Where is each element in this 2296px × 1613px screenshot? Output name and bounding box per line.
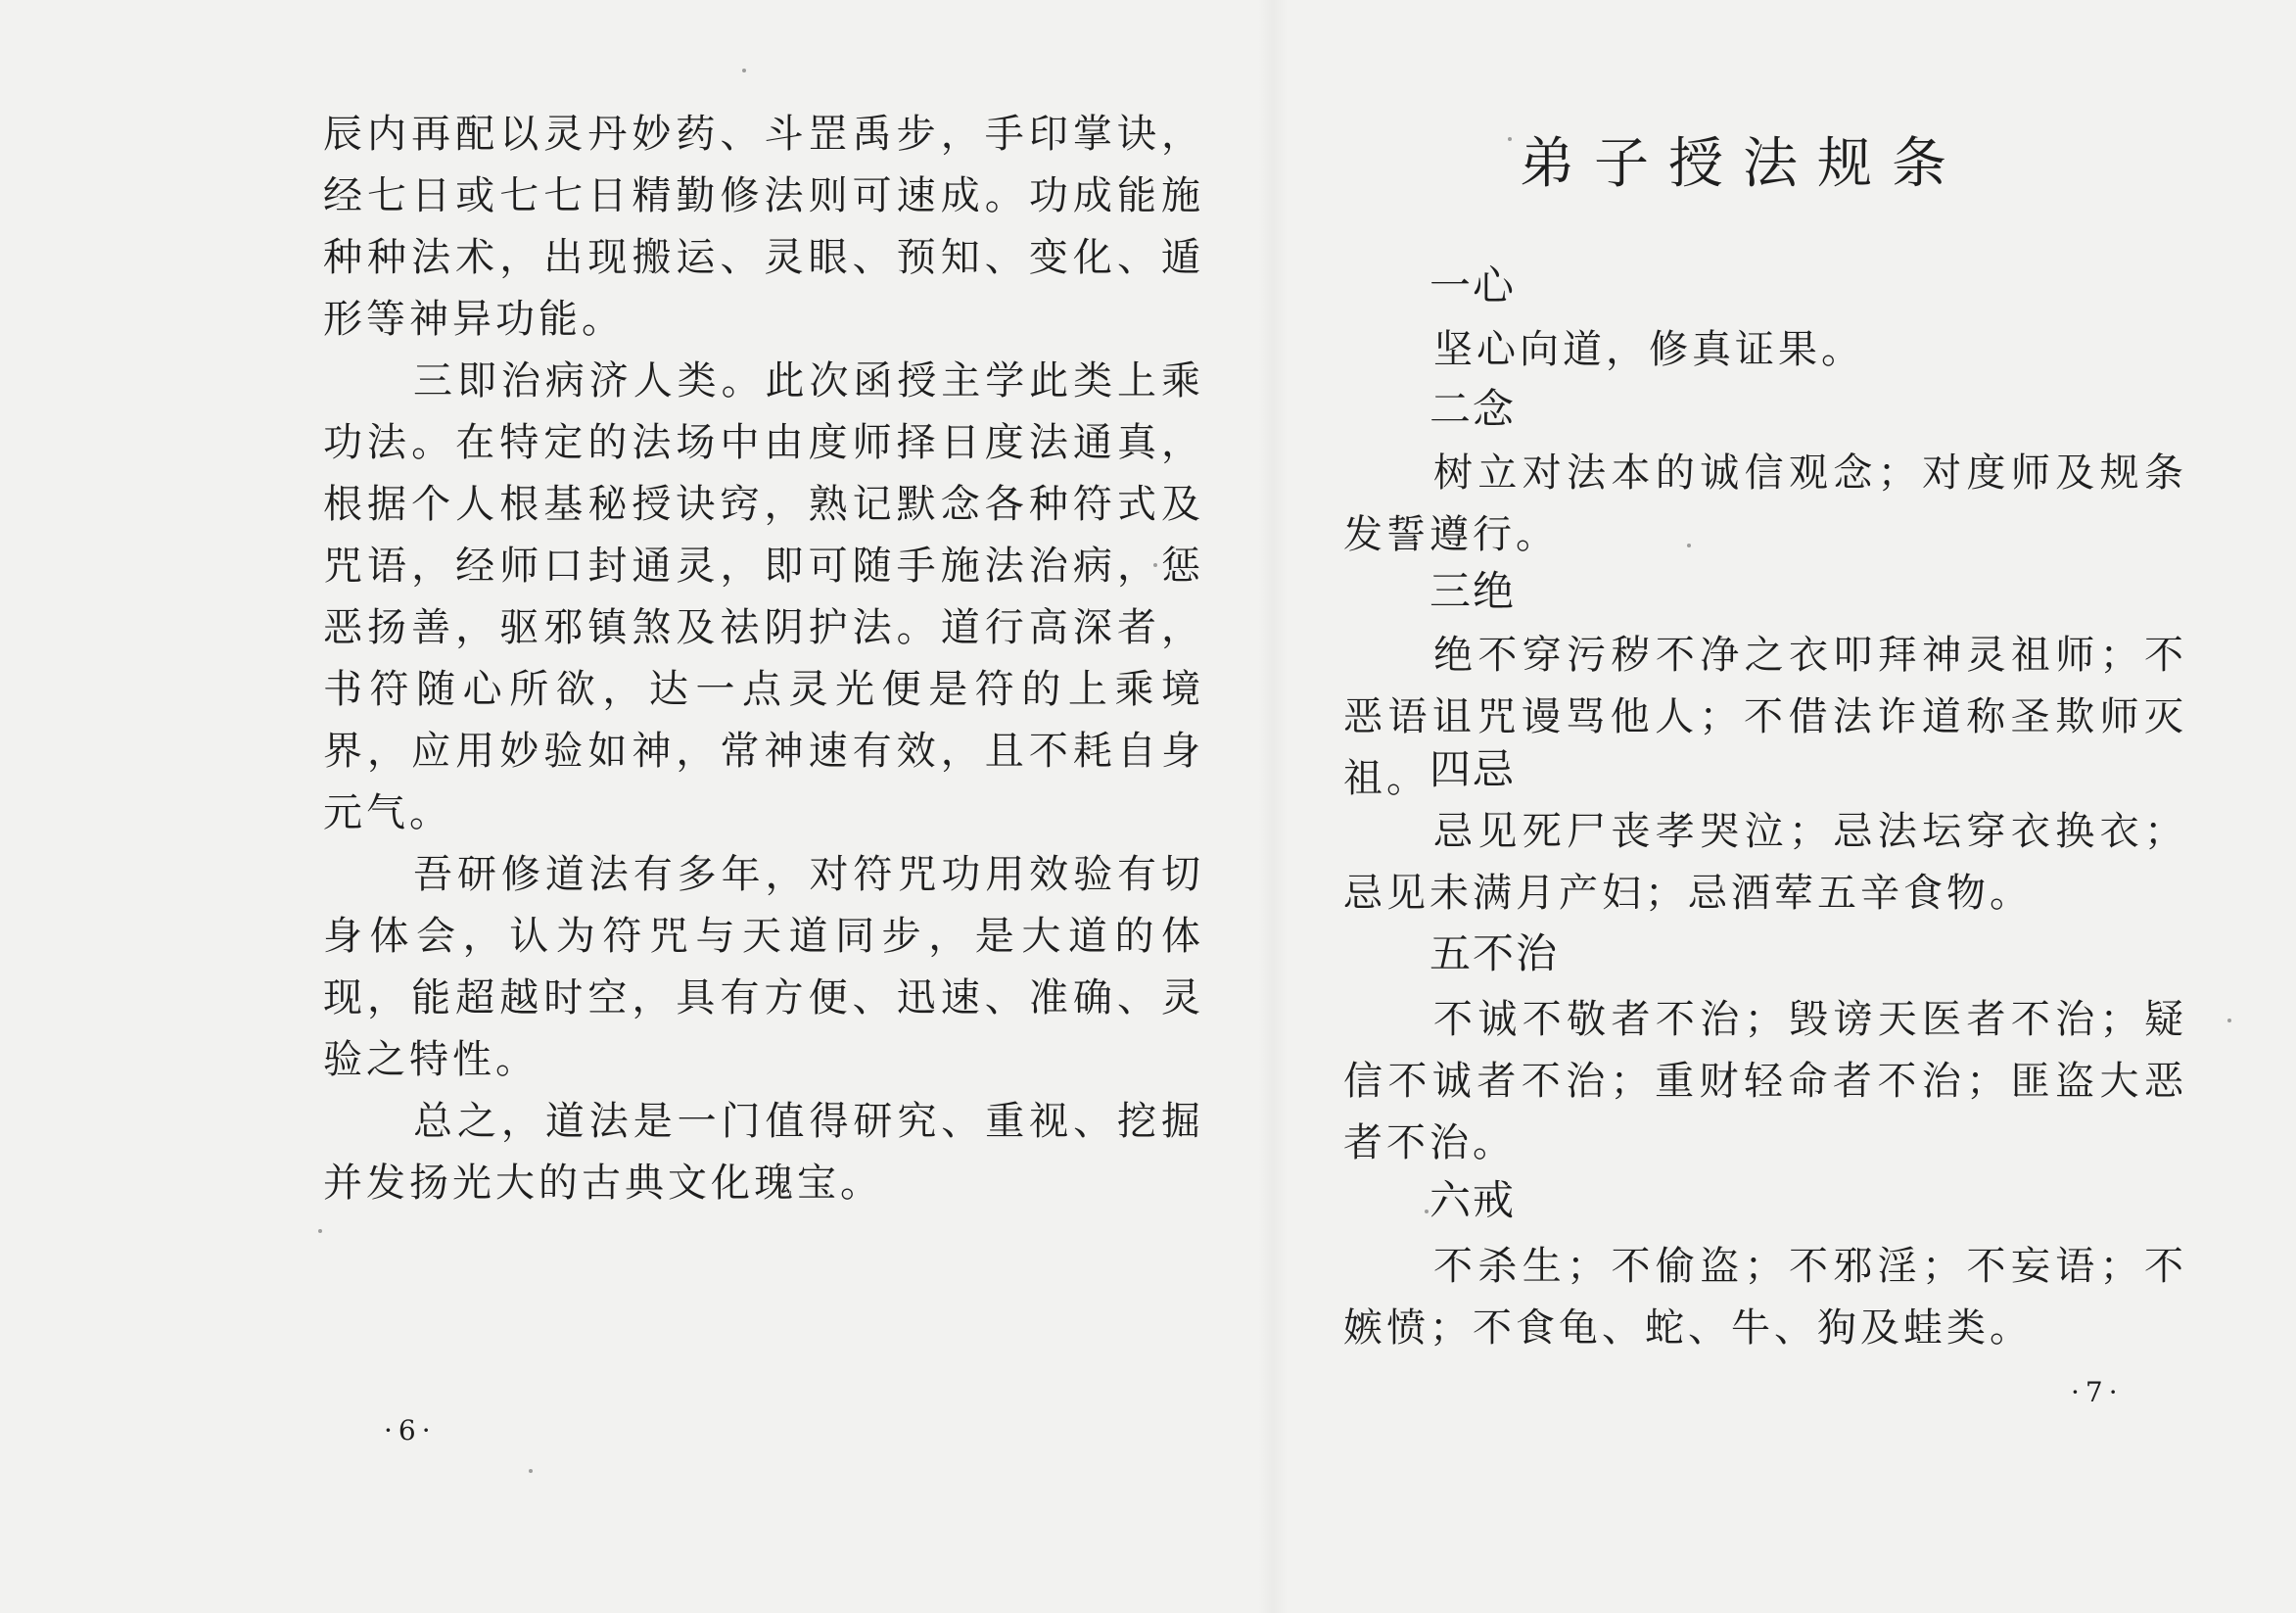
scan-speck — [1687, 544, 1691, 547]
scan-speck — [2227, 1019, 2231, 1022]
left-paragraph-2: 三即治病济人类。此次函授主学此类上乘功法。在特定的法场中由度师择日度法通真，根据个人根基秘授诀窍，熟记默念各种符式及咒语，经师口封通灵，即可随手施法治病，惩恶扬善，驱邪镇煞及祛阴护法。道行高深者，书符随心所欲，达一点灵光便是符的上乘境界，应用妙验如神，常神速有效，且不耗自身元气。 — [323, 358, 1204, 835]
left-page-number: ·6· — [384, 1414, 437, 1447]
scan-speck — [1153, 563, 1157, 567]
left-paragraph-3: 吾研修道法有多年，对符咒功用效验有切身体会，认为符咒与天道同步，是大道的体现，能超越时空，具有方便、迅速、准确、灵验之特性。 — [323, 852, 1204, 1082]
page-fold — [1258, 0, 1288, 1613]
rule-text-2: 树立对法本的诚信观念；对度师及规条发誓遵行。 — [1343, 451, 2187, 557]
section-title: 弟子授法规条 — [1520, 132, 1966, 196]
rule-heading-2: 二念 — [1429, 385, 1517, 433]
right-page-number: ·7· — [2071, 1376, 2124, 1408]
rule-text-5: 不诚不敬者不治；毁谤天医者不治；疑信不诚者不治；重财轻命者不治；匪盗大恶者不治。 — [1343, 997, 2187, 1165]
left-paragraph-4: 总之，道法是一门值得研究、重视、挖掘并发扬光大的古典文化瑰宝。 — [323, 1099, 1204, 1206]
scan-speck — [318, 1229, 322, 1233]
scan-speck — [1425, 1210, 1429, 1213]
rule-heading-3: 三绝 — [1429, 567, 1517, 615]
rule-heading-5: 五不治 — [1429, 929, 1560, 977]
left-paragraph-1: 辰内再配以灵丹妙药、斗罡禹步，手印掌诀，经七日或七七日精勤修法则可速成。功成能施种种法术，出现搬运、灵眼、预知、变化、遁形等神异功能。 — [323, 112, 1204, 342]
scan-speck — [742, 69, 746, 72]
rule-heading-4: 四忌 — [1429, 745, 1517, 793]
rule-text-3: 绝不穿污秽不净之衣叩拜神灵祖师；不恶语诅咒谩骂他人；不借法诈道称圣欺师灭祖。 — [1343, 633, 2187, 801]
rule-text-6: 不杀生；不偷盗；不邪淫；不妄语；不嫉愤；不食龟、蛇、牛、狗及蛙类。 — [1343, 1244, 2187, 1351]
rule-text-4: 忌见死尸丧孝哭泣；忌法坛穿衣换衣；忌见未满月产妇；忌酒荤五辛食物。 — [1343, 809, 2187, 916]
rule-heading-6: 六戒 — [1429, 1176, 1517, 1224]
rule-text-1: 坚心向道，修真证果。 — [1433, 327, 1864, 372]
rule-heading-1: 一心 — [1429, 261, 1517, 309]
scan-speck — [1508, 137, 1512, 141]
scan-speck — [529, 1469, 533, 1473]
